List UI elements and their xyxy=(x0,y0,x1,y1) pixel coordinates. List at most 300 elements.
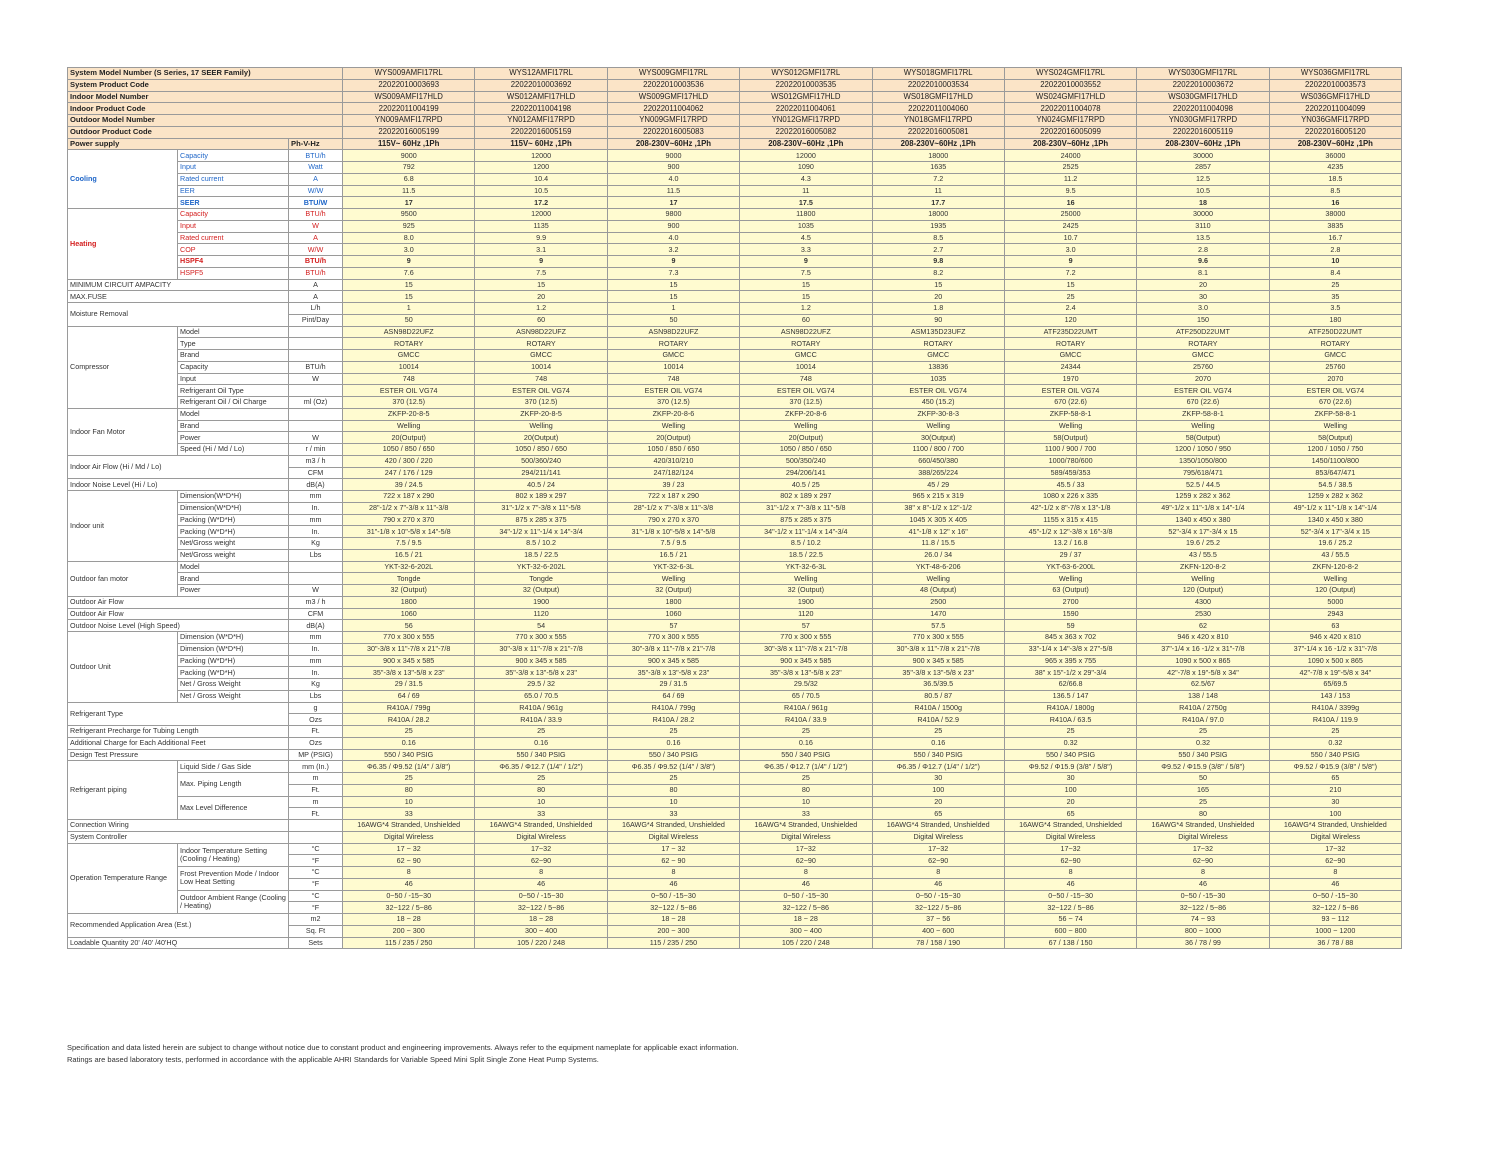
spec-value: ASN98D22UFZ xyxy=(475,326,607,338)
spec-value: 10014 xyxy=(343,361,475,373)
spec-value: 32~122 / 5~86 xyxy=(740,902,872,914)
spec-value: ATF250D22UMT xyxy=(1269,326,1401,338)
spec-row xyxy=(68,749,1402,761)
spec-value: 8 xyxy=(1137,867,1269,879)
spec-value: 43 / 55.5 xyxy=(1137,549,1269,561)
spec-row xyxy=(68,220,1402,232)
spec-value: 1450/1100/800 xyxy=(1269,455,1401,467)
spec-value: 1090 x 500 x 865 xyxy=(1269,655,1401,667)
spec-value: 946 x 420 x 810 xyxy=(1137,632,1269,644)
spec-row xyxy=(68,655,1402,667)
spec-value: ROTARY xyxy=(1269,338,1401,350)
spec-value: 1.2 xyxy=(740,303,872,315)
spec-value: Digital Wireless xyxy=(1269,831,1401,843)
row-unit: g xyxy=(289,702,343,714)
spec-value: 17.7 xyxy=(872,197,1004,209)
spec-value: 2.7 xyxy=(872,244,1004,256)
row-unit: Ft. xyxy=(289,784,343,796)
spec-value: 29.5/32 xyxy=(740,679,872,691)
row-unit xyxy=(289,831,343,843)
spec-value: Φ9.52 / Φ15.9 (3/8" / 5/8") xyxy=(1137,761,1269,773)
spec-value: 1935 xyxy=(872,220,1004,232)
spec-value: 9 xyxy=(475,256,607,268)
spec-value: 25 xyxy=(1137,796,1269,808)
spec-row xyxy=(68,820,1402,832)
spec-value: 62~90 xyxy=(1269,855,1401,867)
spec-value: 550 / 340 PSIG xyxy=(1004,749,1136,761)
model-value: WYS12AMFI17RL xyxy=(475,68,607,80)
spec-value: 18.5 / 22.5 xyxy=(475,549,607,561)
spec-row xyxy=(68,162,1402,174)
spec-value: 46 xyxy=(475,878,607,890)
spec-value: 36 / 78 / 88 xyxy=(1269,937,1401,949)
spec-value: 46 xyxy=(343,878,475,890)
spec-value: ZKFN-120-8-2 xyxy=(1269,561,1401,573)
spec-value: 33"-1/4 x 14"-3/8 x 27"-5/8 xyxy=(1004,643,1136,655)
spec-value: 80 xyxy=(343,784,475,796)
spec-value: 31"-1/8 x 10"-5/8 x 14"-5/8 xyxy=(607,526,739,538)
spec-value: R410A / 799g xyxy=(343,702,475,714)
spec-value: ROTARY xyxy=(1004,338,1136,350)
row-sublabel: Dimension (W*D*H) xyxy=(178,643,289,655)
spec-value: 60 xyxy=(740,314,872,326)
spec-value: 16AWG*4 Stranded, Unshielded xyxy=(1269,820,1401,832)
spec-value: 50 xyxy=(1137,773,1269,785)
model-value: 22022016005159 xyxy=(475,126,607,138)
header-row xyxy=(68,138,1402,150)
model-value: WS018GMFI17HLD xyxy=(872,91,1004,103)
section-label: Outdoor Noise Level (High Speed) xyxy=(68,620,289,632)
spec-value: 13.2 / 16.8 xyxy=(1004,538,1136,550)
spec-value: ZKFP-30-8-3 xyxy=(872,408,1004,420)
section-label: Outdoor Air Flow xyxy=(68,608,289,620)
spec-value: 294/211/141 xyxy=(475,467,607,479)
spec-value: 15 xyxy=(607,279,739,291)
spec-value: 0.32 xyxy=(1137,737,1269,749)
spec-value: 3.1 xyxy=(475,244,607,256)
row-unit: °F xyxy=(289,878,343,890)
model-value: YN024GMFI17RPD xyxy=(1004,115,1136,127)
spec-value: 550 / 340 PSIG xyxy=(475,749,607,761)
spec-value: 770 x 300 x 555 xyxy=(607,632,739,644)
spec-value: 57.5 xyxy=(872,620,1004,632)
row-unit: mm xyxy=(289,632,343,644)
spec-value: ATF235D22UMT xyxy=(1004,326,1136,338)
spec-value: 62/66.8 xyxy=(1004,679,1136,691)
spec-value: 770 x 300 x 555 xyxy=(475,632,607,644)
spec-value: 62 ~ 90 xyxy=(343,855,475,867)
spec-value: 16AWG*4 Stranded, Unshielded xyxy=(343,820,475,832)
spec-row xyxy=(68,937,1402,949)
spec-value: 5000 xyxy=(1269,596,1401,608)
row-unit: In. xyxy=(289,643,343,655)
row-unit xyxy=(289,420,343,432)
section-label: Indoor Air Flow (Hi / Md / Lo) xyxy=(68,455,289,479)
spec-value: 12.5 xyxy=(1137,173,1269,185)
spec-value: 8.4 xyxy=(1269,267,1401,279)
spec-value: 1800 xyxy=(607,596,739,608)
spec-value: Φ9.52 / Φ15.9 (3/8" / 5/8") xyxy=(1004,761,1136,773)
spec-value: 4.5 xyxy=(740,232,872,244)
spec-row xyxy=(68,232,1402,244)
spec-value: 13836 xyxy=(872,361,1004,373)
spec-value: 26.0 / 34 xyxy=(872,549,1004,561)
spec-value: 25 xyxy=(1004,291,1136,303)
spec-value: 770 x 300 x 555 xyxy=(872,632,1004,644)
spec-value: 9.5 xyxy=(1004,185,1136,197)
section-label: Indoor Fan Motor xyxy=(68,408,178,455)
spec-value: Welling xyxy=(1004,420,1136,432)
spec-value: 150 xyxy=(1137,314,1269,326)
row-sublabel: SEER xyxy=(178,197,289,209)
spec-value: R410A / 52.9 xyxy=(872,714,1004,726)
row-sublabel: EER xyxy=(178,185,289,197)
spec-value: 16 xyxy=(1269,197,1401,209)
spec-value: 30 xyxy=(1137,291,1269,303)
row-unit: dB(A) xyxy=(289,479,343,491)
spec-value: 12000 xyxy=(740,150,872,162)
spec-value: 16.7 xyxy=(1269,232,1401,244)
spec-value: 58(Output) xyxy=(1269,432,1401,444)
spec-value: 48 (Output) xyxy=(872,585,1004,597)
spec-value: 65.0 / 70.5 xyxy=(475,690,607,702)
model-value: WS009AMFI17HLD xyxy=(343,91,475,103)
spec-value: 9 xyxy=(343,256,475,268)
spec-value: 16AWG*4 Stranded, Unshielded xyxy=(740,820,872,832)
spec-value: R410A / 2750g xyxy=(1137,702,1269,714)
row-unit: In. xyxy=(289,667,343,679)
spec-value: 62~90 xyxy=(1137,855,1269,867)
model-value: 22022016005081 xyxy=(872,126,1004,138)
row-unit: W xyxy=(289,373,343,385)
spec-value: R410A / 33.9 xyxy=(740,714,872,726)
row-unit: BTU/h xyxy=(289,256,343,268)
spec-value: 16AWG*4 Stranded, Unshielded xyxy=(872,820,1004,832)
spec-value: 589/459/353 xyxy=(1004,467,1136,479)
spec-value: 24344 xyxy=(1004,361,1136,373)
spec-value: 10 xyxy=(475,796,607,808)
row-unit: m xyxy=(289,773,343,785)
section-label: Design Test Pressure xyxy=(68,749,289,761)
spec-value: ASM135D23UFZ xyxy=(872,326,1004,338)
row-sublabel: Brand xyxy=(178,350,289,362)
spec-value: R410A / 63.5 xyxy=(1004,714,1136,726)
spec-value: ESTER OIL VG74 xyxy=(872,385,1004,397)
spec-value: 1050 / 850 / 650 xyxy=(343,444,475,456)
spec-value: 25 xyxy=(343,773,475,785)
spec-value: Welling xyxy=(1269,573,1401,585)
row-sublabel: Net / Gross Weight xyxy=(178,690,289,702)
row-unit: W xyxy=(289,220,343,232)
spec-value: ATF250D22UMT xyxy=(1137,326,1269,338)
row-unit: Ft. xyxy=(289,808,343,820)
spec-value: 2500 xyxy=(872,596,1004,608)
model-value: 208-230V~60Hz ,1Ph xyxy=(1004,138,1136,150)
spec-value: ZKFP-58-8-1 xyxy=(1137,408,1269,420)
spec-value: 8 xyxy=(740,867,872,879)
spec-value: 790 x 270 x 370 xyxy=(343,514,475,526)
spec-value: 20 xyxy=(1004,796,1136,808)
spec-value: 0~50 / -15~30 xyxy=(1004,890,1136,902)
row-unit: W xyxy=(289,585,343,597)
spec-row xyxy=(68,455,1402,467)
spec-value: R410A / 28.2 xyxy=(343,714,475,726)
model-value: 22022011004098 xyxy=(1137,103,1269,115)
spec-value: 0.32 xyxy=(1269,737,1401,749)
spec-value: 25 xyxy=(475,773,607,785)
spec-value: 9000 xyxy=(607,150,739,162)
spec-value: ROTARY xyxy=(343,338,475,350)
spec-value: 11.8 / 15.5 xyxy=(872,538,1004,550)
spec-value: Welling xyxy=(1269,420,1401,432)
spec-value: Digital Wireless xyxy=(475,831,607,843)
spec-value: 32 (Output) xyxy=(607,585,739,597)
spec-value: 0~50 / -15~30 xyxy=(740,890,872,902)
spec-value: Tongde xyxy=(475,573,607,585)
row-unit: MP (PSIG) xyxy=(289,749,343,761)
spec-row xyxy=(68,209,1402,221)
spec-value: 30 xyxy=(1269,796,1401,808)
row-unit: °C xyxy=(289,843,343,855)
spec-value: 722 x 187 x 290 xyxy=(343,491,475,503)
spec-value: 1259 x 282 x 362 xyxy=(1137,491,1269,503)
row-sublabel: Input xyxy=(178,220,289,232)
spec-value: 165 xyxy=(1137,784,1269,796)
spec-value: 15 xyxy=(475,279,607,291)
header-row xyxy=(68,126,1402,138)
model-value: 22022016005099 xyxy=(1004,126,1136,138)
spec-value: 15 xyxy=(740,279,872,291)
spec-value: 10014 xyxy=(475,361,607,373)
spec-value: 39 / 23 xyxy=(607,479,739,491)
row-unit: m3 / h xyxy=(289,455,343,467)
spec-row xyxy=(68,373,1402,385)
spec-value: 45 / 29 xyxy=(872,479,1004,491)
spec-value: 63 (Output) xyxy=(1004,585,1136,597)
row-unit: Ph-V-Hz xyxy=(289,138,343,150)
model-value: WYS012GMFI17RL xyxy=(740,68,872,80)
spec-value: 7.3 xyxy=(607,267,739,279)
row-sublabel: Max Level Difference xyxy=(178,796,289,820)
spec-row xyxy=(68,444,1402,456)
row-unit: Pint/Day xyxy=(289,314,343,326)
row-unit xyxy=(289,326,343,338)
model-value: 22022010003535 xyxy=(740,79,872,91)
spec-value: 65 xyxy=(1004,808,1136,820)
spec-value: 16AWG*4 Stranded, Unshielded xyxy=(607,820,739,832)
spec-value: 58(Output) xyxy=(1004,432,1136,444)
spec-value: 2.8 xyxy=(1137,244,1269,256)
model-value: YN036GMFI17RPD xyxy=(1269,115,1401,127)
row-unit: W/W xyxy=(289,244,343,256)
spec-value: GMCC xyxy=(1269,350,1401,362)
spec-value: 25 xyxy=(1269,279,1401,291)
spec-value: GMCC xyxy=(343,350,475,362)
spec-value: 62~90 xyxy=(872,855,1004,867)
spec-value: 3835 xyxy=(1269,220,1401,232)
spec-value: 7.5 xyxy=(740,267,872,279)
model-value: 22022010003692 xyxy=(475,79,607,91)
spec-value: Φ6.35 / Φ12.7 (1/4" / 1/2") xyxy=(872,761,1004,773)
spec-value: YKT-32-6-202L xyxy=(475,561,607,573)
model-value: 208-230V~60Hz ,1Ph xyxy=(1137,138,1269,150)
spec-value: 1800 xyxy=(343,596,475,608)
spec-value: 1135 xyxy=(475,220,607,232)
spec-value: 105 / 220 / 248 xyxy=(740,937,872,949)
spec-value: 900 xyxy=(607,162,739,174)
spec-value: 450 (15.2) xyxy=(872,397,1004,409)
spec-row xyxy=(68,244,1402,256)
spec-value: 0~50 / -15~30 xyxy=(1269,890,1401,902)
model-value: WS012AMFI17HLD xyxy=(475,91,607,103)
spec-value: 46 xyxy=(740,878,872,890)
spec-value: 46 xyxy=(1269,878,1401,890)
spec-value: ROTARY xyxy=(872,338,1004,350)
spec-value: 30"-3/8 x 11"-7/8 x 21"-7/8 xyxy=(740,643,872,655)
section-label: System Controller xyxy=(68,831,289,843)
spec-value: ASN98D22UFZ xyxy=(343,326,475,338)
spec-value: 8.0 xyxy=(343,232,475,244)
spec-value: Digital Wireless xyxy=(607,831,739,843)
spec-row xyxy=(68,303,1402,315)
spec-value: 7.6 xyxy=(343,267,475,279)
section-label: Outdoor fan motor xyxy=(68,561,178,596)
spec-value: Digital Wireless xyxy=(740,831,872,843)
model-value: WS036GMFI17HLD xyxy=(1269,91,1401,103)
spec-value: ZKFP-20-8-6 xyxy=(740,408,872,420)
row-sublabel: Frost Prevention Mode / Indoor Low Heat Setting xyxy=(178,867,289,891)
spec-value: 32 (Output) xyxy=(475,585,607,597)
spec-value: R410A / 1500g xyxy=(872,702,1004,714)
spec-value: R410A / 1800g xyxy=(1004,702,1136,714)
spec-value: 120 xyxy=(1004,314,1136,326)
spec-value: 802 x 189 x 297 xyxy=(475,491,607,503)
row-sublabel: Packing (W*D*H) xyxy=(178,526,289,538)
row-unit: A xyxy=(289,291,343,303)
spec-value: ZKFP-58-8-1 xyxy=(1269,408,1401,420)
spec-value: 1340 x 450 x 380 xyxy=(1137,514,1269,526)
spec-value: 31"-1/2 x 7"-3/8 x 11"-5/8 xyxy=(475,502,607,514)
spec-value: 294/206/141 xyxy=(740,467,872,479)
spec-value: 0.32 xyxy=(1004,737,1136,749)
row-unit: °C xyxy=(289,867,343,879)
row-unit: W xyxy=(289,432,343,444)
spec-value: 1200 / 1050 / 750 xyxy=(1269,444,1401,456)
model-value: 22022010003552 xyxy=(1004,79,1136,91)
spec-value: 670 (22.6) xyxy=(1004,397,1136,409)
model-value: 22022016005083 xyxy=(607,126,739,138)
spec-value: Welling xyxy=(872,573,1004,585)
spec-row xyxy=(68,291,1402,303)
spec-value: 38000 xyxy=(1269,209,1401,221)
spec-value: 7.2 xyxy=(1004,267,1136,279)
spec-row xyxy=(68,690,1402,702)
spec-value: 8.5 / 10.2 xyxy=(475,538,607,550)
spec-value: 1120 xyxy=(475,608,607,620)
model-value: 22022010003573 xyxy=(1269,79,1401,91)
row-label: Indoor Product Code xyxy=(68,103,343,115)
row-sublabel: Type xyxy=(178,338,289,350)
spec-value: Φ6.35 / Φ12.7 (1/4" / 1/2") xyxy=(475,761,607,773)
spec-value: 35"-3/8 x 13"-5/8 x 23" xyxy=(475,667,607,679)
spec-value: 30000 xyxy=(1137,209,1269,221)
model-value: 115V~ 60Hz ,1Ph xyxy=(343,138,475,150)
spec-value: Tongde xyxy=(343,573,475,585)
spec-value: 42"-1/2 x 8"-7/8 x 13"-1/8 xyxy=(1004,502,1136,514)
row-unit: W/W xyxy=(289,185,343,197)
spec-value: 18 ~ 28 xyxy=(343,914,475,926)
spec-value: 9.6 xyxy=(1137,256,1269,268)
spec-value: 15 xyxy=(872,279,1004,291)
model-value: 22022016005120 xyxy=(1269,126,1401,138)
row-sublabel: Rated current xyxy=(178,173,289,185)
spec-value: 550 / 340 PSIG xyxy=(1269,749,1401,761)
spec-value: 32~122 / 5~86 xyxy=(1004,902,1136,914)
spec-value: 56 ~ 74 xyxy=(1004,914,1136,926)
spec-value: 18 ~ 28 xyxy=(475,914,607,926)
spec-value: 1350/1050/800 xyxy=(1137,455,1269,467)
spec-row xyxy=(68,479,1402,491)
spec-value: 1900 xyxy=(740,596,872,608)
spec-value: 1050 / 850 / 650 xyxy=(607,444,739,456)
spec-row xyxy=(68,408,1402,420)
spec-value: 770 x 300 x 555 xyxy=(740,632,872,644)
row-unit: A xyxy=(289,232,343,244)
model-value: 22022011004061 xyxy=(740,103,872,115)
spec-value: GMCC xyxy=(607,350,739,362)
spec-value: 32~122 / 5~86 xyxy=(343,902,475,914)
spec-value: 8.5 / 10.2 xyxy=(740,538,872,550)
row-unit: mm xyxy=(289,514,343,526)
spec-value: 7.5 / 9.5 xyxy=(343,538,475,550)
spec-row xyxy=(68,514,1402,526)
spec-value: Welling xyxy=(740,420,872,432)
spec-value: 9 xyxy=(1004,256,1136,268)
spec-value: 19.6 / 25.2 xyxy=(1269,538,1401,550)
row-sublabel: HSPF4 xyxy=(178,256,289,268)
spec-value: 802 x 189 x 297 xyxy=(740,491,872,503)
spec-value: 45.5 / 33 xyxy=(1004,479,1136,491)
model-value: 22022010003534 xyxy=(872,79,1004,91)
model-value: 22022016005082 xyxy=(740,126,872,138)
footnote-ratings: Ratings are based laboratory tests, performed in accordance with the applicable AHRI Standards for Variable Speed Mini Split Single Zone Heat Pump Systems. xyxy=(67,1055,599,1064)
section-label: Additional Charge for Each Additional Feet xyxy=(68,737,289,749)
spec-value: 370 (12.5) xyxy=(740,397,872,409)
spec-value: 1.8 xyxy=(872,303,1004,315)
spec-value: Digital Wireless xyxy=(343,831,475,843)
spec-value: 9.8 xyxy=(872,256,1004,268)
section-label: MAX.FUSE xyxy=(68,291,289,303)
spec-value: 80 xyxy=(740,784,872,796)
spec-value: GMCC xyxy=(1004,350,1136,362)
spec-row xyxy=(68,596,1402,608)
spec-value: 16AWG*4 Stranded, Unshielded xyxy=(1137,820,1269,832)
spec-value: 900 x 345 x 585 xyxy=(475,655,607,667)
spec-row xyxy=(68,867,1402,879)
spec-row xyxy=(68,397,1402,409)
spec-value: 25 xyxy=(1004,726,1136,738)
spec-value: ROTARY xyxy=(740,338,872,350)
spec-value: 18.5 / 22.5 xyxy=(740,549,872,561)
spec-value: 4.0 xyxy=(607,232,739,244)
spec-row xyxy=(68,585,1402,597)
spec-value: 50 xyxy=(343,314,475,326)
spec-value: 420 / 300 / 220 xyxy=(343,455,475,467)
row-unit: BTU/h xyxy=(289,150,343,162)
spec-value: 1470 xyxy=(872,608,1004,620)
spec-value: Welling xyxy=(343,420,475,432)
spec-value: 63 xyxy=(1269,620,1401,632)
